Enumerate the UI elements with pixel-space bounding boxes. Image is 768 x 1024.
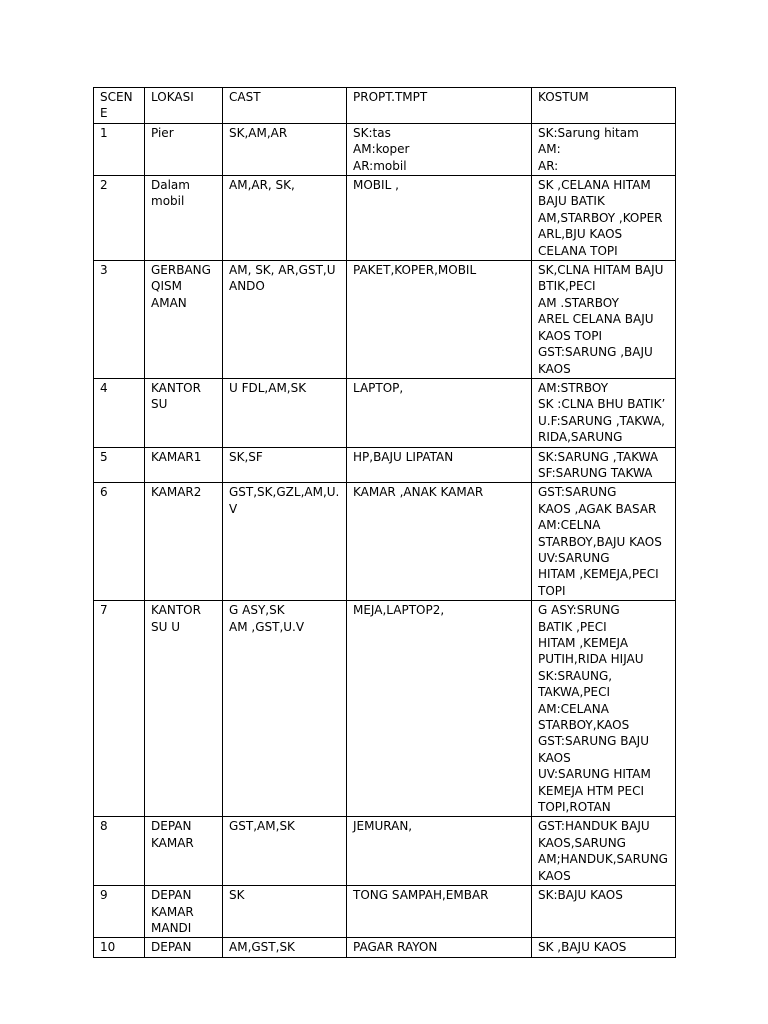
table-row [94, 447, 676, 483]
cell-kostum: SK ,BAJU KAOS [532, 938, 676, 957]
cell-scene: 1 [94, 123, 145, 175]
cell-scene: 8 [94, 817, 145, 886]
cell-lokasi: DEPAN KAMAR MANDI [145, 886, 223, 938]
table-row [94, 123, 676, 175]
cell-scene: 10 [94, 938, 145, 957]
cell-kostum: GST:SARUNG KAOS ,AGAK BASAR AM:CELNA STARBOY,BAJU KAOS UV:SARUNG HITAM ,KEMEJA,PECI TOPI [532, 483, 676, 601]
cell-scene: 2 [94, 176, 145, 261]
cell-cast: SK [223, 886, 347, 938]
cell-lokasi: Dalam mobil [145, 176, 223, 261]
table-row [94, 176, 676, 261]
cell-scene: 7 [94, 601, 145, 817]
cell-scene: 9 [94, 886, 145, 938]
cell-lokasi: KAMAR2 [145, 483, 223, 601]
table-row [94, 601, 676, 817]
table-row [94, 261, 676, 379]
cell-cast: SK,SF [223, 447, 347, 483]
table-row [94, 483, 676, 601]
cell-propt: MOBIL , [347, 176, 532, 261]
cell-cast: U FDL,AM,SK [223, 378, 347, 447]
cell-propt: PAGAR RAYON [347, 938, 532, 957]
cell-lokasi: Pier [145, 123, 223, 175]
cell-lokasi: KANTOR SU U [145, 601, 223, 817]
cell-kostum: SK:SARUNG ,TAKWA SF:SARUNG TAKWA [532, 447, 676, 483]
cell-propt: LAPTOP, [347, 378, 532, 447]
table-row [94, 817, 676, 886]
table-body [94, 88, 676, 958]
cell-kostum: G ASY:SRUNG BATIK ,PECI HITAM ,KEMEJA PUTIH,RIDA HIJAU SK:SRAUNG, TAKWA,PECI AM:CELANA STARBOY,KAOS GST:SARUNG BAJU KAOS UV:SARUNG HITAM KEMEJA HTM PECI TOPI,ROTAN [532, 601, 676, 817]
table-row [94, 378, 676, 447]
table-row [94, 938, 676, 957]
cell-propt: KAMAR ,ANAK KAMAR [347, 483, 532, 601]
cell-kostum: GST:HANDUK BAJU KAOS,SARUNG AM;HANDUK,SARUNG KAOS [532, 817, 676, 886]
cell-propt: SK:tas AM:koper AR:mobil [347, 123, 532, 175]
header-propt-tmpt: PROPT.TMPT [347, 88, 532, 124]
cell-propt: MEJA,LAPTOP2, [347, 601, 532, 817]
table-header-row [94, 88, 676, 124]
scene-schedule-table [93, 87, 676, 958]
cell-scene: 4 [94, 378, 145, 447]
cell-kostum: SK:BAJU KAOS [532, 886, 676, 938]
cell-cast: GST,AM,SK [223, 817, 347, 886]
cell-propt: TONG SAMPAH,EMBAR [347, 886, 532, 938]
cell-lokasi: KAMAR1 [145, 447, 223, 483]
cell-propt: JEMURAN, [347, 817, 532, 886]
cell-scene: 6 [94, 483, 145, 601]
cell-cast: GST,SK,GZL,AM,U. V [223, 483, 347, 601]
cell-kostum: SK:Sarung hitam AM: AR: [532, 123, 676, 175]
header-scene: SCEN E [94, 88, 145, 124]
header-kostum: KOSTUM [532, 88, 676, 124]
cell-cast: AM,AR, SK, [223, 176, 347, 261]
cell-propt: HP,BAJU LIPATAN [347, 447, 532, 483]
cell-cast: SK,AM,AR [223, 123, 347, 175]
cell-kostum: SK ,CELANA HITAM BAJU BATIK AM,STARBOY ,KOPER ARL,BJU KAOS CELANA TOPI [532, 176, 676, 261]
cell-kostum: SK,CLNA HITAM BAJU BTIK,PECI AM .STARBOY AREL CELANA BAJU KAOS TOPI GST:SARUNG ,BAJU KAOS [532, 261, 676, 379]
cell-scene: 3 [94, 261, 145, 379]
cell-cast: AM,GST,SK [223, 938, 347, 957]
cell-kostum: AM:STRBOY SK :CLNA BHU BATIK’ U.F:SARUNG ,TAKWA, RIDA,SARUNG [532, 378, 676, 447]
header-cast: CAST [223, 88, 347, 124]
table-row [94, 886, 676, 938]
cell-scene: 5 [94, 447, 145, 483]
cell-propt: PAKET,KOPER,MOBIL [347, 261, 532, 379]
cell-cast: G ASY,SK AM ,GST,U.V [223, 601, 347, 817]
cell-lokasi: DEPAN KAMAR [145, 817, 223, 886]
cell-cast: AM, SK, AR,GST,U ANDO [223, 261, 347, 379]
header-lokasi: LOKASI [145, 88, 223, 124]
cell-lokasi: DEPAN [145, 938, 223, 957]
cell-lokasi: KANTOR SU [145, 378, 223, 447]
cell-lokasi: GERBANG QISM AMAN [145, 261, 223, 379]
